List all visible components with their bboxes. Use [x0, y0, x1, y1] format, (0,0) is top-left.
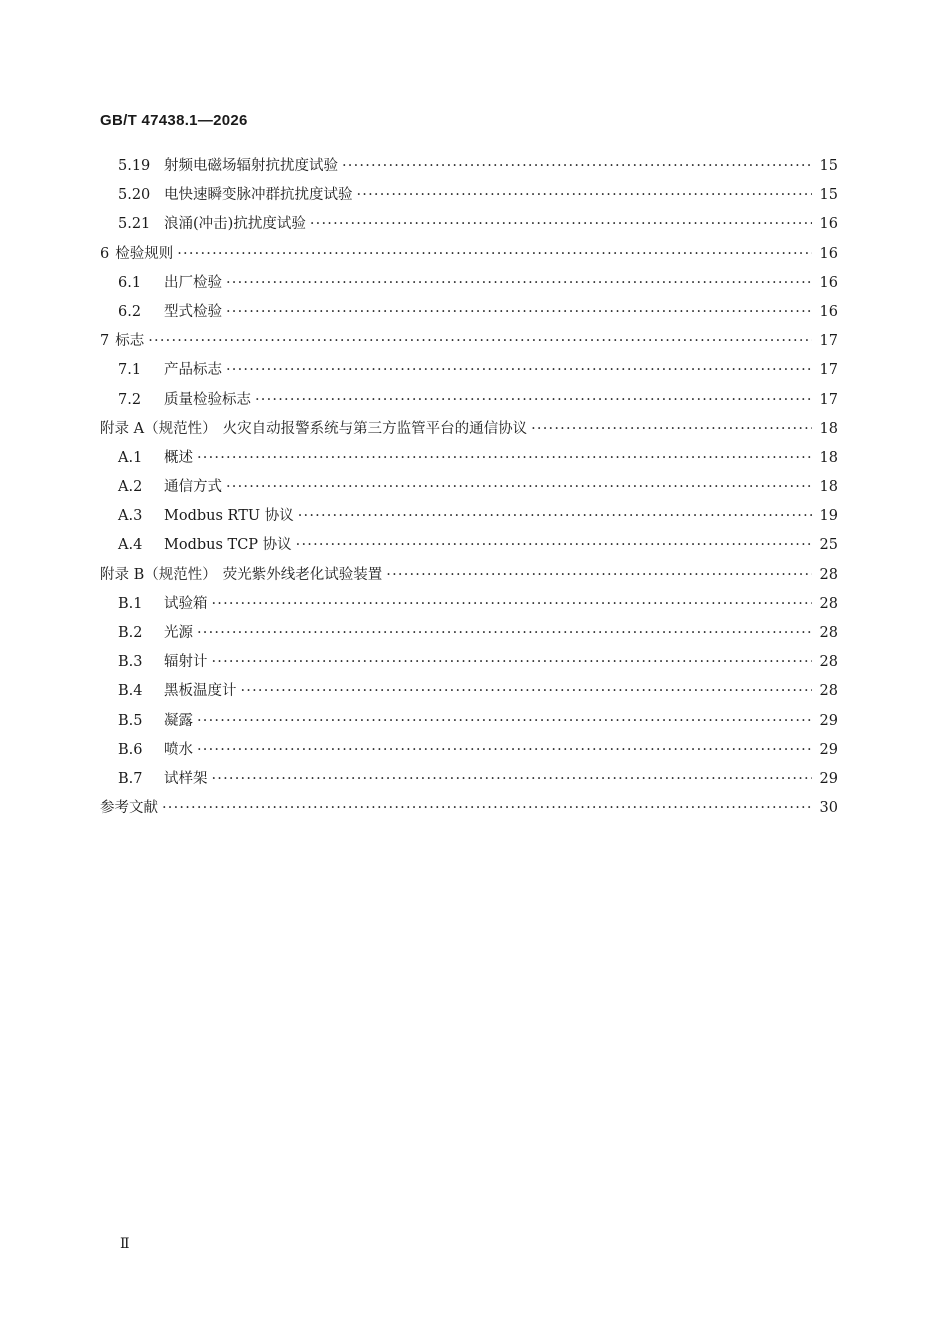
toc-entry[interactable] [100, 619, 838, 648]
toc-leader-dots [197, 619, 812, 648]
toc-entry-number: 7.2 [118, 391, 142, 408]
toc-entry-number: B.3 [118, 654, 143, 671]
toc-entry-page: 17 [819, 362, 838, 379]
toc-entry-page: 18 [819, 420, 838, 437]
toc-entry-title: 质量检验标志 [164, 391, 251, 408]
toc-entry-title: 黑板温度计 [164, 683, 237, 700]
toc-entry[interactable] [100, 356, 838, 385]
toc-entry-page: 18 [819, 449, 838, 466]
toc-leader-dots [386, 561, 812, 590]
toc-entry-page: 17 [819, 333, 838, 350]
toc-entry-title: Modbus RTU 协议 [164, 508, 294, 525]
toc-entry-title: 参考文献 [100, 800, 158, 817]
toc-entry-number: B.1 [118, 595, 143, 612]
toc-entry-title: 射频电磁场辐射抗扰度试验 [164, 158, 338, 174]
toc-entry-title: 通信方式 [164, 479, 222, 496]
document-id-header: GB/T 47438.1—2026 [100, 112, 248, 129]
toc-entry-number: 附录 A（规范性） [100, 420, 217, 437]
toc-leader-dots [357, 181, 813, 210]
toc-entry-number: A.2 [118, 479, 143, 496]
toc-leader-dots [226, 473, 812, 502]
toc-entry[interactable] [100, 677, 838, 706]
toc-leader-dots [310, 210, 812, 239]
toc-entry-title: 火灾自动报警系统与第三方监管平台的通信协议 [222, 420, 528, 437]
toc-entry-number: A.1 [118, 449, 143, 466]
toc-leader-dots [212, 765, 813, 794]
toc-entry-title: 喷水 [164, 741, 193, 758]
toc-entry-number: 附录 B（规范性） [100, 566, 217, 583]
toc-entry[interactable] [100, 240, 838, 269]
toc-entry-title: 试样架 [164, 770, 208, 787]
toc-entry-title: 电快速瞬变脉冲群抗扰度试验 [164, 187, 353, 204]
toc-entry-number: B.6 [118, 741, 143, 758]
toc-entry-title: 凝露 [164, 712, 193, 729]
toc-entry-title: 出厂检验 [164, 274, 222, 291]
toc-leader-dots [255, 386, 812, 415]
toc-entry-title: 型式检验 [164, 303, 222, 320]
toc-entry[interactable] [100, 415, 838, 444]
toc-leader-dots [197, 707, 812, 736]
toc-entry[interactable] [100, 210, 838, 239]
table-of-contents [100, 152, 838, 823]
toc-entry-number: 6.1 [118, 274, 142, 291]
toc-entry-page: 28 [819, 566, 838, 583]
toc-entry-page: 15 [819, 158, 838, 174]
toc-entry[interactable] [100, 648, 838, 677]
toc-entry-title: 试验箱 [164, 595, 208, 612]
toc-entry-number: B.2 [118, 625, 143, 641]
toc-entry[interactable] [100, 590, 838, 619]
toc-leader-dots [296, 531, 812, 560]
toc-entry-number: 5.19 [118, 158, 151, 174]
toc-entry-title: 概述 [164, 449, 193, 466]
toc-entry-title: 辐射计 [164, 654, 208, 671]
toc-entry[interactable] [100, 765, 838, 794]
toc-entry[interactable] [100, 502, 838, 531]
toc-entry-page: 25 [819, 537, 838, 554]
toc-entry-number: 5.20 [118, 187, 151, 204]
toc-entry-page: 17 [819, 391, 838, 408]
toc-entry[interactable] [100, 298, 838, 327]
toc-entry-number: B.4 [118, 683, 143, 700]
page-number: Ⅱ [120, 1236, 130, 1252]
toc-entry-page: 16 [819, 274, 838, 291]
toc-entry[interactable] [100, 269, 838, 298]
toc-leader-dots [162, 794, 812, 823]
toc-entry[interactable] [100, 152, 838, 181]
toc-leader-dots [298, 502, 812, 531]
toc-entry-number: 6.2 [118, 303, 142, 320]
toc-entry-title: Modbus TCP 协议 [164, 537, 292, 554]
toc-entry-title: 产品标志 [164, 362, 222, 379]
toc-entry-page: 19 [819, 508, 838, 525]
toc-entry-page: 18 [819, 479, 838, 496]
toc-entry-page: 15 [819, 187, 838, 204]
toc-leader-dots [226, 356, 812, 385]
toc-entry-page: 28 [819, 625, 838, 641]
toc-entry-title: 荧光紫外线老化试验装置 [222, 566, 383, 583]
toc-leader-dots [531, 415, 812, 444]
toc-leader-dots [197, 444, 812, 473]
toc-entry-page: 29 [819, 770, 838, 787]
toc-entry-number: 5.21 [118, 216, 151, 233]
toc-entry-number: B.5 [118, 712, 143, 729]
toc-entry-title: 光源 [164, 625, 193, 641]
toc-leader-dots [177, 240, 812, 269]
toc-entry-page: 16 [819, 303, 838, 320]
toc-leader-dots [212, 648, 813, 677]
toc-entry[interactable] [100, 561, 838, 590]
toc-entry[interactable] [100, 794, 838, 823]
toc-entry-page: 16 [819, 216, 838, 233]
toc-leader-dots [342, 152, 812, 181]
toc-entry-title: 标志 [115, 333, 145, 350]
toc-entry-number: 6 [100, 245, 110, 262]
toc-entry[interactable] [100, 473, 838, 502]
toc-entry-number: B.7 [118, 770, 143, 787]
toc-entry[interactable] [100, 181, 838, 210]
toc-entry-page: 28 [819, 683, 838, 700]
toc-entry[interactable] [100, 386, 838, 415]
toc-entry-page: 28 [819, 595, 838, 612]
toc-entry-page: 29 [819, 741, 838, 758]
toc-leader-dots [212, 590, 813, 619]
toc-entry-title: 浪涌(冲击)抗扰度试验 [164, 216, 306, 233]
toc-leader-dots [197, 736, 812, 765]
toc-entry[interactable] [100, 327, 838, 356]
toc-entry-number: A.3 [118, 508, 143, 525]
toc-entry-number: 7 [100, 333, 110, 350]
toc-entry[interactable] [100, 444, 838, 473]
toc-entry-page: 30 [819, 800, 838, 817]
toc-entry[interactable] [100, 531, 838, 560]
toc-entry-page: 29 [819, 712, 838, 729]
toc-entry-page: 16 [819, 245, 838, 262]
toc-leader-dots [226, 269, 812, 298]
toc-entry[interactable] [100, 736, 838, 765]
toc-leader-dots [148, 327, 812, 356]
toc-entry-title: 检验规则 [115, 245, 174, 262]
toc-leader-dots [226, 298, 812, 327]
toc-entry[interactable] [100, 707, 838, 736]
toc-leader-dots [241, 677, 813, 706]
toc-entry-number: 7.1 [118, 362, 142, 379]
toc-entry-number: A.4 [118, 537, 143, 554]
toc-entry-page: 28 [819, 654, 838, 671]
